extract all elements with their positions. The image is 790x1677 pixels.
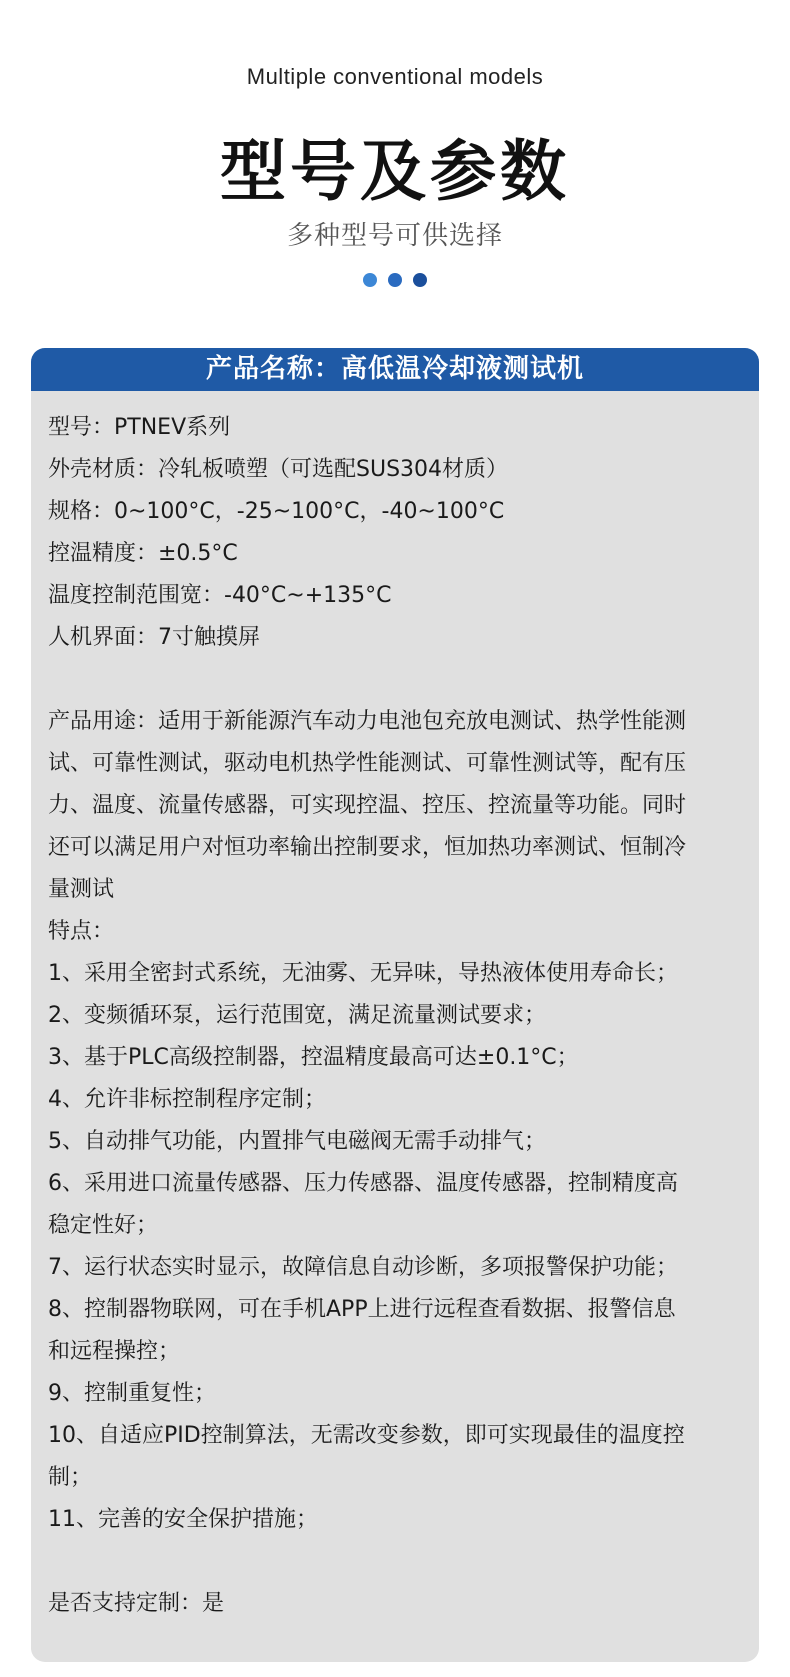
product-details xyxy=(31,391,759,1625)
usage-line: 量测试 xyxy=(48,877,115,902)
english-subtitle: Multiple conventional models xyxy=(246,64,544,89)
usage-line: 还可以满足用户对恒功率输出控制要求，恒加热功率测试、恒制冷 xyxy=(48,835,687,860)
feature-item: 2、变频循环泵，运行范围宽，满足流量测试要求； xyxy=(48,1003,546,1028)
spacer xyxy=(48,1541,741,1583)
page-title: 型号及参数 xyxy=(220,133,570,210)
feature-item: 4、允许非标控制程序定制； xyxy=(48,1087,326,1112)
product-name-banner: 产品名称：高低温冷却液测试机 xyxy=(31,348,759,391)
usage-line: 产品用途：适用于新能源汽车动力电池包充放电测试、热学性能测 xyxy=(48,709,687,734)
feature-item: 和远程操控； xyxy=(48,1339,181,1364)
feature-list xyxy=(48,953,741,1541)
feature-item: 9、控制重复性； xyxy=(48,1381,216,1406)
decorative-dots xyxy=(0,273,790,287)
chinese-subtitle: 多种型号可供选择 xyxy=(286,221,503,251)
spec-range: 规格：0~100°C，-25~100°C，-40~100°C xyxy=(48,499,505,524)
dot-3 xyxy=(413,273,427,287)
feature-item: 制； xyxy=(48,1465,93,1490)
spec-accuracy: 控温精度：±0.5°C xyxy=(48,541,238,566)
usage-line: 试、可靠性测试，驱动电机热学性能测试、可靠性测试等，配有压 xyxy=(48,751,687,776)
spec-control-range: 温度控制范围宽：-40°C~+135°C xyxy=(48,583,392,608)
usage-line: 力、温度、流量传感器，可实现控温、控压、控流量等功能。同时 xyxy=(48,793,687,818)
feature-item: 稳定性好； xyxy=(48,1213,159,1238)
customization-support: 是否支持定制：是 xyxy=(48,1591,225,1616)
feature-item: 8、控制器物联网，可在手机APP上进行远程查看数据、报警信息 xyxy=(48,1297,676,1322)
feature-item: 3、基于PLC高级控制器，控温精度最高可达±0.1°C； xyxy=(48,1045,579,1070)
feature-item: 6、采用进口流量传感器、压力传感器、温度传感器，控制精度高 xyxy=(48,1171,678,1196)
dot-1 xyxy=(363,273,377,287)
usage-paragraph xyxy=(48,701,741,911)
spec-housing-material: 外壳材质：冷轧板喷塑（可选配SUS304材质） xyxy=(48,457,509,482)
product-card xyxy=(31,348,759,1662)
spec-model: 型号：PTNEV系列 xyxy=(48,415,231,440)
feature-item: 7、运行状态实时显示，故障信息自动诊断，多项报警保护功能； xyxy=(48,1255,678,1280)
dot-2 xyxy=(388,273,402,287)
spacer xyxy=(48,659,741,701)
spec-list xyxy=(48,407,741,659)
feature-item: 1、采用全密封式系统，无油雾、无异味，导热液体使用寿命长； xyxy=(48,961,678,986)
feature-item: 10、自适应PID控制算法，无需改变参数，即可实现最佳的温度控 xyxy=(48,1423,685,1448)
features-label: 特点： xyxy=(48,919,115,944)
feature-item: 11、完善的安全保护措施； xyxy=(48,1507,318,1532)
spec-hmi: 人机界面：7寸触摸屏 xyxy=(48,625,260,650)
feature-item: 5、自动排气功能，内置排气电磁阀无需手动排气； xyxy=(48,1129,546,1154)
